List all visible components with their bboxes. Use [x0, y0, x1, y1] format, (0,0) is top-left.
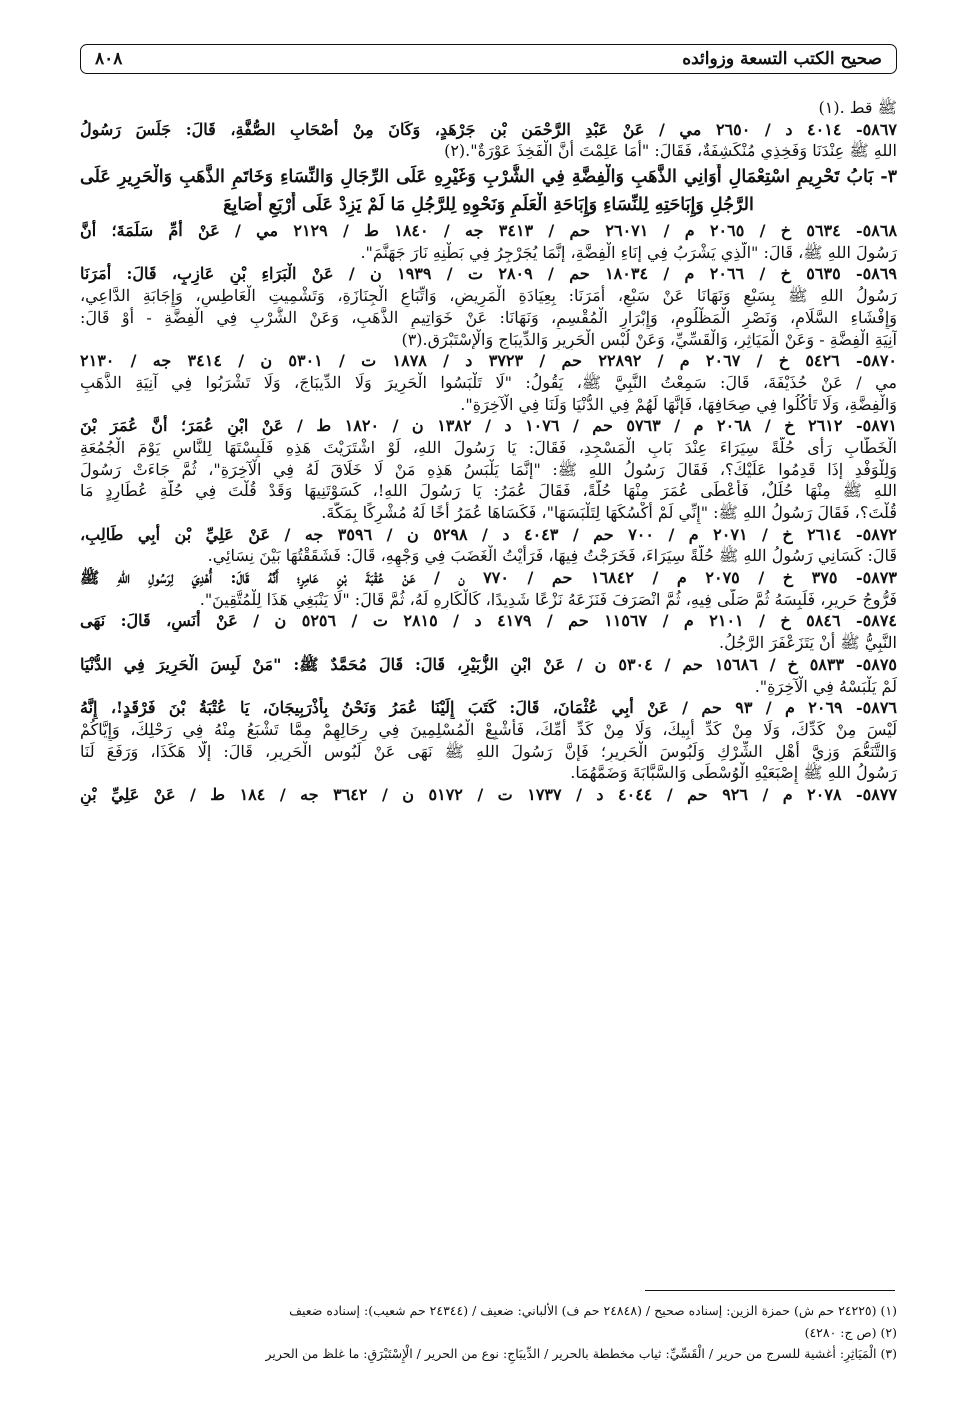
chapter-heading-continued: الرَّجُلِ وَإِبَاحَتِهِ لِلنِّسَاءِ وَإِبَاحَةِ الْعَلَمِ وَنَحْوِهِ لِلرَّجُلِ مَا لَمْ يَزِدْ عَلَى أَرْبَعِ أَصَابِعَ: [223, 195, 754, 216]
text-line: قُلْتَ؟، فَقَالَ رَسُولُ اللهِ ﷺ: "إِنِّي لَمْ أَكْسُكَهَا لِتَلْبَسَهَا"، فَكَسَاهَا عُمَرُ أَخًا لَهُ مُشْرِكًا بِمَكَّةَ.: [321, 503, 897, 522]
text-line: رَسُولُ اللهِ ﷺ بِسَبْعٍ وَنَهَانَا عَنْ سَبْعٍ، أَمَرَنَا: بِعِيَادَةِ الْمَرِيضِ، وَاتِّبَاعِ الْجِنَازَةِ، وَتَشْمِيتِ الْعَاطِسِ، وَإِجَابَةِ الدَّاعِي،: [80, 286, 897, 306]
hadith-5872-line: ٥٨٧٢- ٢٦١٤ خ / ٢٠٧١ م / ٧٠٠ حم / ٤٠٤٣ د / ٥٢٩٨ ن / ٣٥٩٦ جه / عَنْ عَلِيِّ بْنِ أَبِي طَالِبٍ،: [80, 524, 897, 544]
text-line: رَسُولَ اللهِ ﷺ، قَالَ: "الَّذِي يَشْرَبُ فِي إِنَاءِ الْفِضَّةِ، إِنَّمَا يُجَرْجِرُ فِي بَطْنِهِ نَارَ جَهَنَّمَ".: [360, 242, 897, 262]
text-line: اللهِ ﷺ عِنْدَنَا وَفَخِذِي مُنْكَشِفَةٌ، فَقَالَ: "أَمَا عَلِمْتَ أَنَّ الْفَخِذَ عَوْرَةٌ".(٢): [444, 141, 897, 161]
page-header: [80, 44, 897, 74]
hadith-5877-line: ٥٨٧٧- ٢٠٧٨ م / ٩٢٦ حم / ٤٠٤٤ د / ١٧٣٧ ت / ٥١٧٢ ن / ٣٦٤٢ جه / ١٨٤ ط / عَنْ عَلِيِّ بْنِ: [80, 784, 897, 804]
book-title: صحيح الكتب التسعة وزوائده: [682, 49, 882, 69]
text-line: لَمْ يَلْبَسْهُ فِي الْآخِرَةِ".: [754, 676, 897, 696]
text-line: فَرُّوجُ حَرِيرٍ، فَلَبِسَهُ ثُمَّ صَلَّى فِيهِ، ثُمَّ انْصَرَفَ فَنَزَعَهُ نَزْعًا شَدِيدًا، كَالْكَارِهِ لَهُ، ثُمَّ قَالَ: "لَا يَنْبَغِي هَذَا لِلْمُتَّقِينَ".: [199, 589, 897, 609]
footnote-1: (١) (٢٤٢٢٥ حم ش) حمزة الزين: إسناده صحيح / (٢٤٨٤٨ حم ف) الألباني: ضعيف / (٢٤٣٤٤ حم شعيب): إسناده ضعيف: [289, 1303, 897, 1318]
chapter-heading: ٣- بَابُ تَحْرِيمِ اسْتِعْمَالِ أَوَانِي الذَّهَبِ وَالْفِضَّةِ فِي الشُّرْبِ وَغَيْرِهِ عَلَى الرِّجَالِ وَالنِّسَاءِ وَخَاتَمِ الذَّهَبِ وَالْحَرِيرِ عَلَى: [80, 167, 897, 188]
hadith-5868-line: ٥٨٦٨- ٥٦٣٤ خ / ٢٠٦٥ م / ٢٦٠٧١ حم / ٣٤١٣ جه / ١٨٤٠ ط / ٢١٢٩ مي / عَنْ أُمِّ سَلَمَةَ؛ أَنَّ: [80, 221, 897, 241]
text-line: وَالتَّنَعُّمَ وَزِيَّ أَهْلِ الشِّرْكِ وَلَبُوسَ الْحَرِيرِ؛ فَإِنَّ رَسُولَ اللهِ ﷺ نَهَى عَنْ لَبُوسِ الْحَرِيرِ، قَالَ: إِلَّا هَكَذَا، وَرَفَعَ لَنَا: [80, 741, 897, 761]
text-line: وَلِلْوَفْدِ إِذَا قَدِمُوا عَلَيْكَ؟، فَقَالَ رَسُولُ اللهِ ﷺ: "إِنَّمَا يَلْبَسُ هَذِهِ مَنْ لَا خَلَاقَ لَهُ فِي الْآخِرَةِ"، ثُمَّ جَاءَتْ رَسُولَ: [80, 459, 897, 479]
hadith-5870-line: ٥٨٧٠- ٥٤٢٦ خ / ٢٠٦٧ م / ٢٢٨٩٢ حم / ٣٧٢٣ د / ١٨٧٨ ت / ٥٣٠١ ن / ٣٤١٤ جه / ٢١٣٠: [80, 351, 897, 371]
hadith-5876-line: ٥٨٧٦- ٢٠٦٩ م / ٩٣ حم / عَنْ أَبِي عُثْمَانَ، قَالَ: كَتَبَ إِلَيْنَا عُمَرُ وَنَحْنُ بِأَذْرَبِيجَانَ، يَا عُتْبَةُ بْنَ فَرْقَدٍ!، إِنَّهُ: [80, 698, 897, 718]
text-line: ﷺ قط .(١): [818, 98, 897, 117]
text-line: وَإِفْشَاءِ السَّلَامِ، وَنَصْرِ الْمَظْلُومِ، وَإِبْرَارِ الْمُقْسِمِ، وَنَهَانَا: عَنْ خَوَاتِيمِ الذَّهَبِ، وَعَنْ الشُّرْبِ فِي الْفِضَّةِ - أَوْ قَالَ:: [80, 307, 897, 327]
text-line: وَالْفِضَّةِ، وَلَا تَأْكُلُوا فِي صِحَافِهَا، فَإِنَّهَا لَهُمْ فِي الدُّنْيَا وَلَنَا فِي الْآخِرَةِ".: [460, 394, 897, 414]
page-body: [80, 97, 897, 806]
text-line: الْخَطَّابِ رَأَى حُلَّةً سِيَرَاءَ عِنْدَ بَابِ الْمَسْجِدِ، فَقَالَ: يَا رَسُولَ اللهِ، لَوْ اشْتَرَيْتَ هَذِهِ فَلَبِسْتَهَا لِلنَّاسِ يَوْمَ الْجُمُعَةِ: [80, 437, 897, 457]
text-line: لَيْسَ مِنْ كَدِّكَ، وَلَا مِنْ كَدِّ أَبِيكَ، وَلَا مِنْ كَدِّ أُمِّكَ، فَأَشْبِعْ الْمُسْلِمِينَ فِي رِحَالِهِمْ مِمَّا تَشْبَعُ مِنْهُ فِي رَحْلِكَ، وَإِيَّاكُمْ: [80, 719, 897, 739]
footnote-3: (٣) الْمَيَاثِرِ: أغشية للسرج من حرير / الْقَسِّيِّ: ثياب مخططة بالحرير / الدِّيبَاجِ: نوع من الحرير / الْإِسْتَبْرَقِ: ما غلظ من الحرير: [265, 1346, 897, 1361]
hadith-5873-line: ٥٨٧٣- ٣٧٥ خ / ٢٠٧٥ م / ١٦٨٤٢ حم / ٧٧٠ ن / عَنْ عُقْبَةَ بْنِ عَامِرٍ؛ أَنَّهُ قَالَ: أُهْدِيَ لِرَسُولِ اللهِ ﷺ: [80, 568, 897, 588]
hadith-5867-line: ٥٨٦٧- ٤٠١٤ د / ٢٦٥٠ مي / عَنْ عَبْدِ الرَّحْمَنِ بْنِ جَرْهَدٍ، وَكَانَ مِنْ أَصْحَابِ الصُّفَّةِ، قَالَ: جَلَسَ رَسُولُ: [80, 119, 897, 139]
hadith-5874-line: ٥٨٧٤- ٥٨٤٦ خ / ٢١٠١ م / ١١٥٦٧ حم / ٤١٧٩ د / ٢٨١٥ ت / ٥٢٥٦ ن / عَنْ أَنَسٍ، قَالَ: نَهَى: [80, 611, 897, 631]
footnote-divider: [645, 1290, 895, 1291]
text-line: النَّبِيُّ ﷺ أَنْ يَتَزَعْفَرَ الرَّجُلُ.: [719, 633, 897, 653]
text-line: مي / عَنْ حُذَيْفَةَ، قَالَ: سَمِعْتُ النَّبِيَّ ﷺ، يَقُولُ: "لَا تَلْبَسُوا الْحَرِيرَ وَلَا الدِّيبَاجَ، وَلَا تَشْرَبُوا فِي آنِيَةِ الذَّهَبِ: [80, 372, 897, 392]
text-line: رَسُولُ اللهِ ﷺ إِصْبَعَيْهِ الْوُسْطَى وَالسَّبَّابَةَ وَضَمَّهُمَا.: [570, 763, 897, 783]
hadith-5869-line: ٥٨٦٩- ٥٦٣٥ خ / ٢٠٦٦ م / ١٨٠٣٤ حم / ٢٨٠٩ ت / ١٩٣٩ ن / عَنْ الْبَرَاءِ بْنِ عَازِبٍ، قَالَ: أَمَرَنَا: [80, 264, 897, 284]
text-line: آنِيَةِ الْفِضَّةِ - وَعَنْ الْمَيَاثِرِ، وَالْقَسِّيِّ، وَعَنْ لُبْسِ الْحَرِيرِ وَالدِّيبَاجِ وَالْإِسْتَبْرَقِ.(٣): [401, 329, 897, 349]
footnotes: [80, 1300, 897, 1365]
page-number: ٨٠٨: [95, 49, 123, 69]
hadith-5875-line: ٥٨٧٥- ٥٨٣٣ خ / ١٥٦٨٦ حم / ٥٣٠٤ ن / عَنْ ابْنِ الزُّبَيْرِ، قَالَ: قَالَ مُحَمَّدٌ ﷺ: "مَنْ لَبِسَ الْحَرِيرَ فِي الدُّنْيَا: [80, 654, 897, 674]
text-line: اللهِ ﷺ مِنْهَا حُلَلٌ، فَأَعْطَى عُمَرَ مِنْهَا حُلَّةً، فَقَالَ عُمَرُ: يَا رَسُولَ اللهِ!، كَسَوْتَنِيهَا وَقَدْ قُلْتَ فِي حُلَّةِ عُطَارِدٍ مَا: [80, 481, 897, 501]
footnote-2: (٢) (ص ج: ٤٢٨٠): [804, 1324, 897, 1340]
hadith-5871-line: ٥٨٧١- ٢٦١٢ خ / ٢٠٦٨ م / ٥٧٦٣ حم / ١٠٧٦ د / ١٣٨٢ ن / ١٨٢٠ ط / عَنْ ابْنِ عُمَرَ؛ أَنَّ عُمَرَ بْنَ: [80, 416, 897, 436]
text-line: قَالَ: كَسَانِي رَسُولُ اللهِ ﷺ حُلَّةً سِيَرَاءَ، فَخَرَجْتُ فِيهَا، فَرَأَيْتُ الْغَضَبَ فِي وَجْهِهِ، قَالَ: فَشَقَقْتُهَا بَيْنَ نِسَائِي.: [207, 546, 897, 566]
